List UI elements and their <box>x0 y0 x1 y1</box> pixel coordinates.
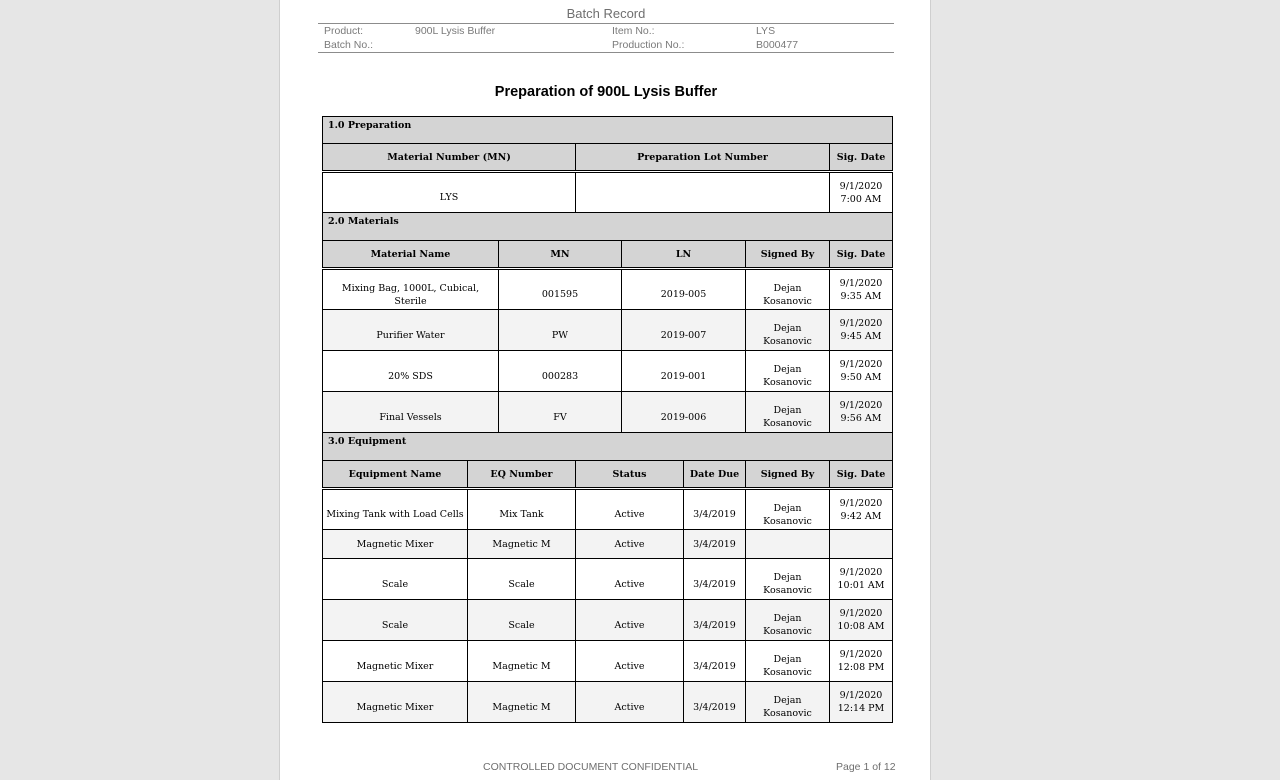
date-due-cell: 3/4/2019 <box>684 641 746 682</box>
header-top-rule <box>318 23 894 24</box>
sig-date-cell <box>830 559 893 600</box>
eq-number-cell: Magnetic M <box>468 641 576 682</box>
mn-cell: PW <box>499 310 622 351</box>
signed-by-cell: Dejan Kosanovic <box>746 641 830 682</box>
status-cell: Active <box>576 559 684 600</box>
header-title: Batch Record <box>566 6 646 21</box>
table-row <box>323 682 893 723</box>
eq-number-cell: Magnetic M <box>468 682 576 723</box>
sig-time: 7:00 AM <box>840 193 882 205</box>
column-header: Date Due <box>684 461 746 489</box>
sig-date: 9/1/2020 <box>839 359 883 370</box>
signed-by-cell: Dejan Kosanovic <box>746 682 830 723</box>
status-cell: Active <box>576 682 684 723</box>
document-title: Preparation of 900L Lysis Buffer <box>494 84 718 100</box>
sig-date: 9/1/2020 <box>839 318 883 329</box>
header-bottom-rule <box>318 52 894 53</box>
date-due-cell: 3/4/2019 <box>684 682 746 723</box>
sig-date-cell <box>830 310 893 351</box>
column-header: MN <box>499 241 622 269</box>
status-cell: Active <box>576 489 684 530</box>
eq-number-cell: Magnetic M <box>468 530 576 559</box>
ln-cell: 2019-007 <box>622 310 746 351</box>
sig-date-cell <box>830 641 893 682</box>
column-header: Equipment Name <box>323 461 468 489</box>
table-row <box>323 310 893 351</box>
sig-date-cell <box>830 600 893 641</box>
column-header: Material Number (MN) <box>323 144 576 172</box>
sig-date: 9/1/2020 <box>839 277 883 289</box>
equipment-section-title: 3.0 Equipment <box>323 433 893 461</box>
sig-date-cell <box>830 172 893 213</box>
column-header: Signed By <box>746 241 830 269</box>
sig-date-cell <box>830 489 893 530</box>
document-page <box>279 0 931 780</box>
eq-number-cell: Mix Tank <box>468 489 576 530</box>
equipment-name-cell: Magnetic Mixer <box>323 682 468 723</box>
sig-date-cell <box>830 392 893 433</box>
table-row <box>323 600 893 641</box>
material-name-cell: 20% SDS <box>323 351 499 392</box>
signed-by-cell <box>746 530 830 559</box>
status-cell: Active <box>576 641 684 682</box>
sig-date: 9/1/2020 <box>839 180 883 192</box>
material-number-cell: LYS <box>323 172 576 213</box>
column-header: Status <box>576 461 684 489</box>
sig-date: 9/1/2020 <box>839 649 883 660</box>
sig-time: 10:01 AM <box>837 580 885 591</box>
date-due-cell: 3/4/2019 <box>684 600 746 641</box>
column-header: LN <box>622 241 746 269</box>
preparation-lot-cell <box>576 172 830 213</box>
sig-time: 9:50 AM <box>840 372 882 383</box>
table-row <box>323 172 893 213</box>
table-row <box>323 530 893 559</box>
sig-date-cell <box>830 351 893 392</box>
sig-date: 9/1/2020 <box>839 690 883 701</box>
table-row <box>323 392 893 433</box>
table-row <box>323 269 893 310</box>
column-header: EQ Number <box>468 461 576 489</box>
date-due-cell: 3/4/2019 <box>684 559 746 600</box>
table-row <box>323 489 893 530</box>
date-due-cell: 3/4/2019 <box>684 489 746 530</box>
column-header: Sig. Date <box>830 144 893 172</box>
equipment-table <box>322 432 893 723</box>
preparation-section-title: 1.0 Preparation <box>323 117 893 144</box>
mn-cell: 001595 <box>499 269 622 310</box>
ln-cell: 2019-005 <box>622 269 746 310</box>
material-name-cell: Mixing Bag, 1000L, Cubical, Sterile <box>323 269 499 310</box>
footer-page-number: Page 1 of 12 <box>836 761 896 773</box>
sig-date: 9/1/2020 <box>839 400 883 411</box>
sig-time: 9:56 AM <box>840 413 882 424</box>
signed-by-cell: Dejan Kosanovic <box>746 559 830 600</box>
equipment-name-cell: Scale <box>323 559 468 600</box>
eq-number-cell: Scale <box>468 559 576 600</box>
sig-time: 9:42 AM <box>840 510 882 522</box>
equipment-name-cell: Magnetic Mixer <box>323 641 468 682</box>
signed-by-cell: Dejan Kosanovic <box>746 600 830 641</box>
material-name-cell: Final Vessels <box>323 392 499 433</box>
materials-section-title: 2.0 Materials <box>323 213 893 241</box>
sig-date-cell <box>830 269 893 310</box>
production-no-label: Production No.: <box>612 39 685 51</box>
signed-by-cell: Dejan Kosanovic <box>746 269 830 310</box>
table-row <box>323 559 893 600</box>
signed-by-cell: Dejan Kosanovic <box>746 392 830 433</box>
signed-by-cell: Dejan Kosanovic <box>746 310 830 351</box>
status-cell: Active <box>576 530 684 559</box>
column-header: Sig. Date <box>830 241 893 269</box>
sig-date: 9/1/2020 <box>839 497 883 509</box>
mn-cell: 000283 <box>499 351 622 392</box>
equipment-name-cell: Magnetic Mixer <box>323 530 468 559</box>
product-value: 900L Lysis Buffer <box>415 25 496 37</box>
sig-date: 9/1/2020 <box>839 608 883 619</box>
sig-time: 12:08 PM <box>837 662 885 673</box>
materials-table <box>322 212 893 433</box>
sig-date: 9/1/2020 <box>839 567 883 578</box>
status-cell: Active <box>576 600 684 641</box>
table-row <box>323 351 893 392</box>
column-header: Preparation Lot Number <box>576 144 830 172</box>
mn-cell: FV <box>499 392 622 433</box>
column-header: Sig. Date <box>830 461 893 489</box>
footer-confidential: CONTROLLED DOCUMENT CONFIDENTIAL <box>483 761 699 773</box>
column-header: Signed By <box>746 461 830 489</box>
equipment-name-cell: Scale <box>323 600 468 641</box>
ln-cell: 2019-001 <box>622 351 746 392</box>
production-no-value: B000477 <box>756 39 799 51</box>
item-no-value: LYS <box>756 25 776 37</box>
preparation-table <box>322 116 893 213</box>
sig-time: 9:35 AM <box>840 290 882 302</box>
material-name-cell: Purifier Water <box>323 310 499 351</box>
sig-time: 9:45 AM <box>840 331 882 342</box>
signed-by-cell: Dejan Kosanovic <box>746 351 830 392</box>
signed-by-cell: Dejan Kosanovic <box>746 489 830 530</box>
equipment-name-cell: Mixing Tank with Load Cells <box>323 489 468 530</box>
item-no-label: Item No.: <box>612 25 655 37</box>
product-label: Product: <box>324 25 364 37</box>
column-header: Material Name <box>323 241 499 269</box>
ln-cell: 2019-006 <box>622 392 746 433</box>
table-row <box>323 641 893 682</box>
batch-no-label: Batch No.: <box>324 39 374 51</box>
sig-time: 12:14 PM <box>837 703 885 714</box>
sig-time: 10:08 AM <box>837 621 885 632</box>
sig-date-cell <box>830 530 893 559</box>
eq-number-cell: Scale <box>468 600 576 641</box>
date-due-cell: 3/4/2019 <box>684 530 746 559</box>
sig-date-cell <box>830 682 893 723</box>
